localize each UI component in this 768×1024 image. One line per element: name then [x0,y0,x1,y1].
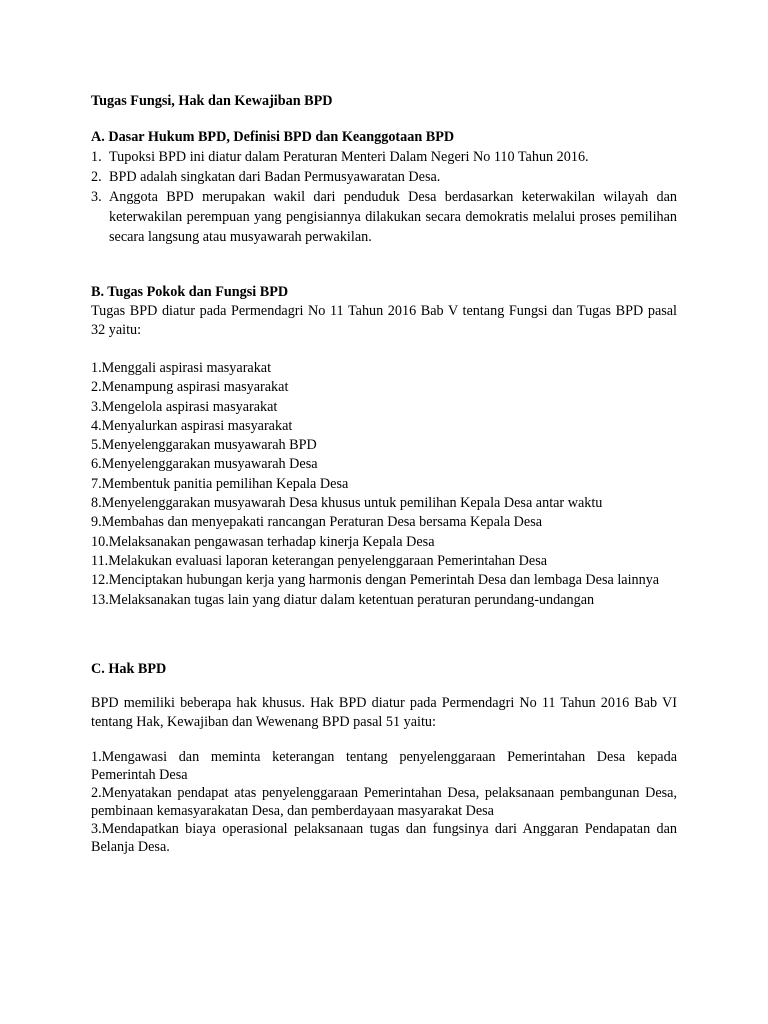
list-item: 11.Melakukan evaluasi laporan keterangan penyelenggaraan Pemerintahan Desa [91,552,548,569]
list-item [91,167,677,187]
list-item: 3.Mengelola aspirasi masyarakat [91,398,278,415]
section-b-intro: Tugas BPD diatur pada Permendagri No 11 Tahun 2016 Bab V tentang Fungsi dan Tugas BPD pasal 32 yaitu: [91,303,677,338]
list-item: 6.Menyelenggarakan musyawarah Desa [91,456,318,473]
list-item: 2.Menampung aspirasi masyarakat [91,379,289,396]
list-item: 12.Menciptakan hubungan kerja yang harmonis dengan Pemerintah Desa dan lembaga Desa lainnya [91,572,660,589]
list-item: 7.Membentuk panitia pemilihan Kepala Desa [91,475,349,492]
list-item: 8.Menyelenggarakan musyawarah Desa khusus untuk pemilihan Kepala Desa antar waktu [91,495,603,512]
section-a-heading: A. Dasar Hukum BPD, Definisi BPD dan Keanggotaan BPD [91,129,455,145]
document-title: Tugas Fungsi, Hak dan Kewajiban BPD [91,93,333,109]
list-item: 3.Mendapatkan biaya operasional pelaksanaan tugas dan fungsinya dari Anggaran Pendapatan dan Belanja Desa. [91,821,677,855]
section-c-heading: C. Hak BPD [91,661,167,677]
list-item: 1.Mengawasi dan meminta keterangan tentang penyelenggaraan Pemerintahan Desa kepada Pemerintah Desa [91,749,677,783]
list-item: 10.Melaksanakan pengawasan terhadap kinerja Kepala Desa [91,533,435,550]
section-b-heading: B. Tugas Pokok dan Fungsi BPD [91,284,289,300]
section-b-list [91,359,677,610]
list-item: 4.Menyalurkan aspirasi masyarakat [91,417,293,434]
list-item-number: 3. [91,189,102,205]
list-item-number: 1. [91,149,102,165]
list-item: 5.Menyelenggarakan musyawarah BPD [91,437,317,454]
section-c-intro: BPD memiliki beberapa hak khusus. Hak BPD diatur pada Permendagri No 11 Tahun 2016 Bab VI tentang Hak, Kewajiban dan Wewenang BPD pasal 51 yaitu: [91,695,677,730]
section-c-list [91,748,677,856]
list-item [91,147,677,167]
list-item [91,187,677,247]
list-item: 1.Menggali aspirasi masyarakat [91,360,272,376]
list-item: 13.Melaksanakan tugas lain yang diatur dalam ketentuan peraturan perundang-undangan [91,591,595,608]
list-item-text: Anggota BPD merupakan wakil dari penduduk Desa berdasarkan keterwakilan wilayah dan keterwakilan perempuan yang pengisiannya dilakukan secara demokratis melalui proses pemilihan secara langsung atau musyawarah perwakilan. [109,189,677,245]
list-item-text: Tupoksi BPD ini diatur dalam Peraturan Menteri Dalam Negeri No 110 Tahun 2016. [109,149,589,165]
section-a-list [91,147,677,247]
list-item: 2.Menyatakan pendapat atas penyelenggaraan Pemerintahan Desa, pelaksanaan pembangunan Desa, pembinaan kemasyarakatan Desa, dan pemberdayaan masyarakat Desa [91,785,677,819]
list-item-text: BPD adalah singkatan dari Badan Permusyawaratan Desa. [109,169,441,185]
list-item-number: 2. [91,169,102,185]
list-item: 9.Membahas dan menyepakati rancangan Peraturan Desa bersama Kepala Desa [91,514,543,531]
